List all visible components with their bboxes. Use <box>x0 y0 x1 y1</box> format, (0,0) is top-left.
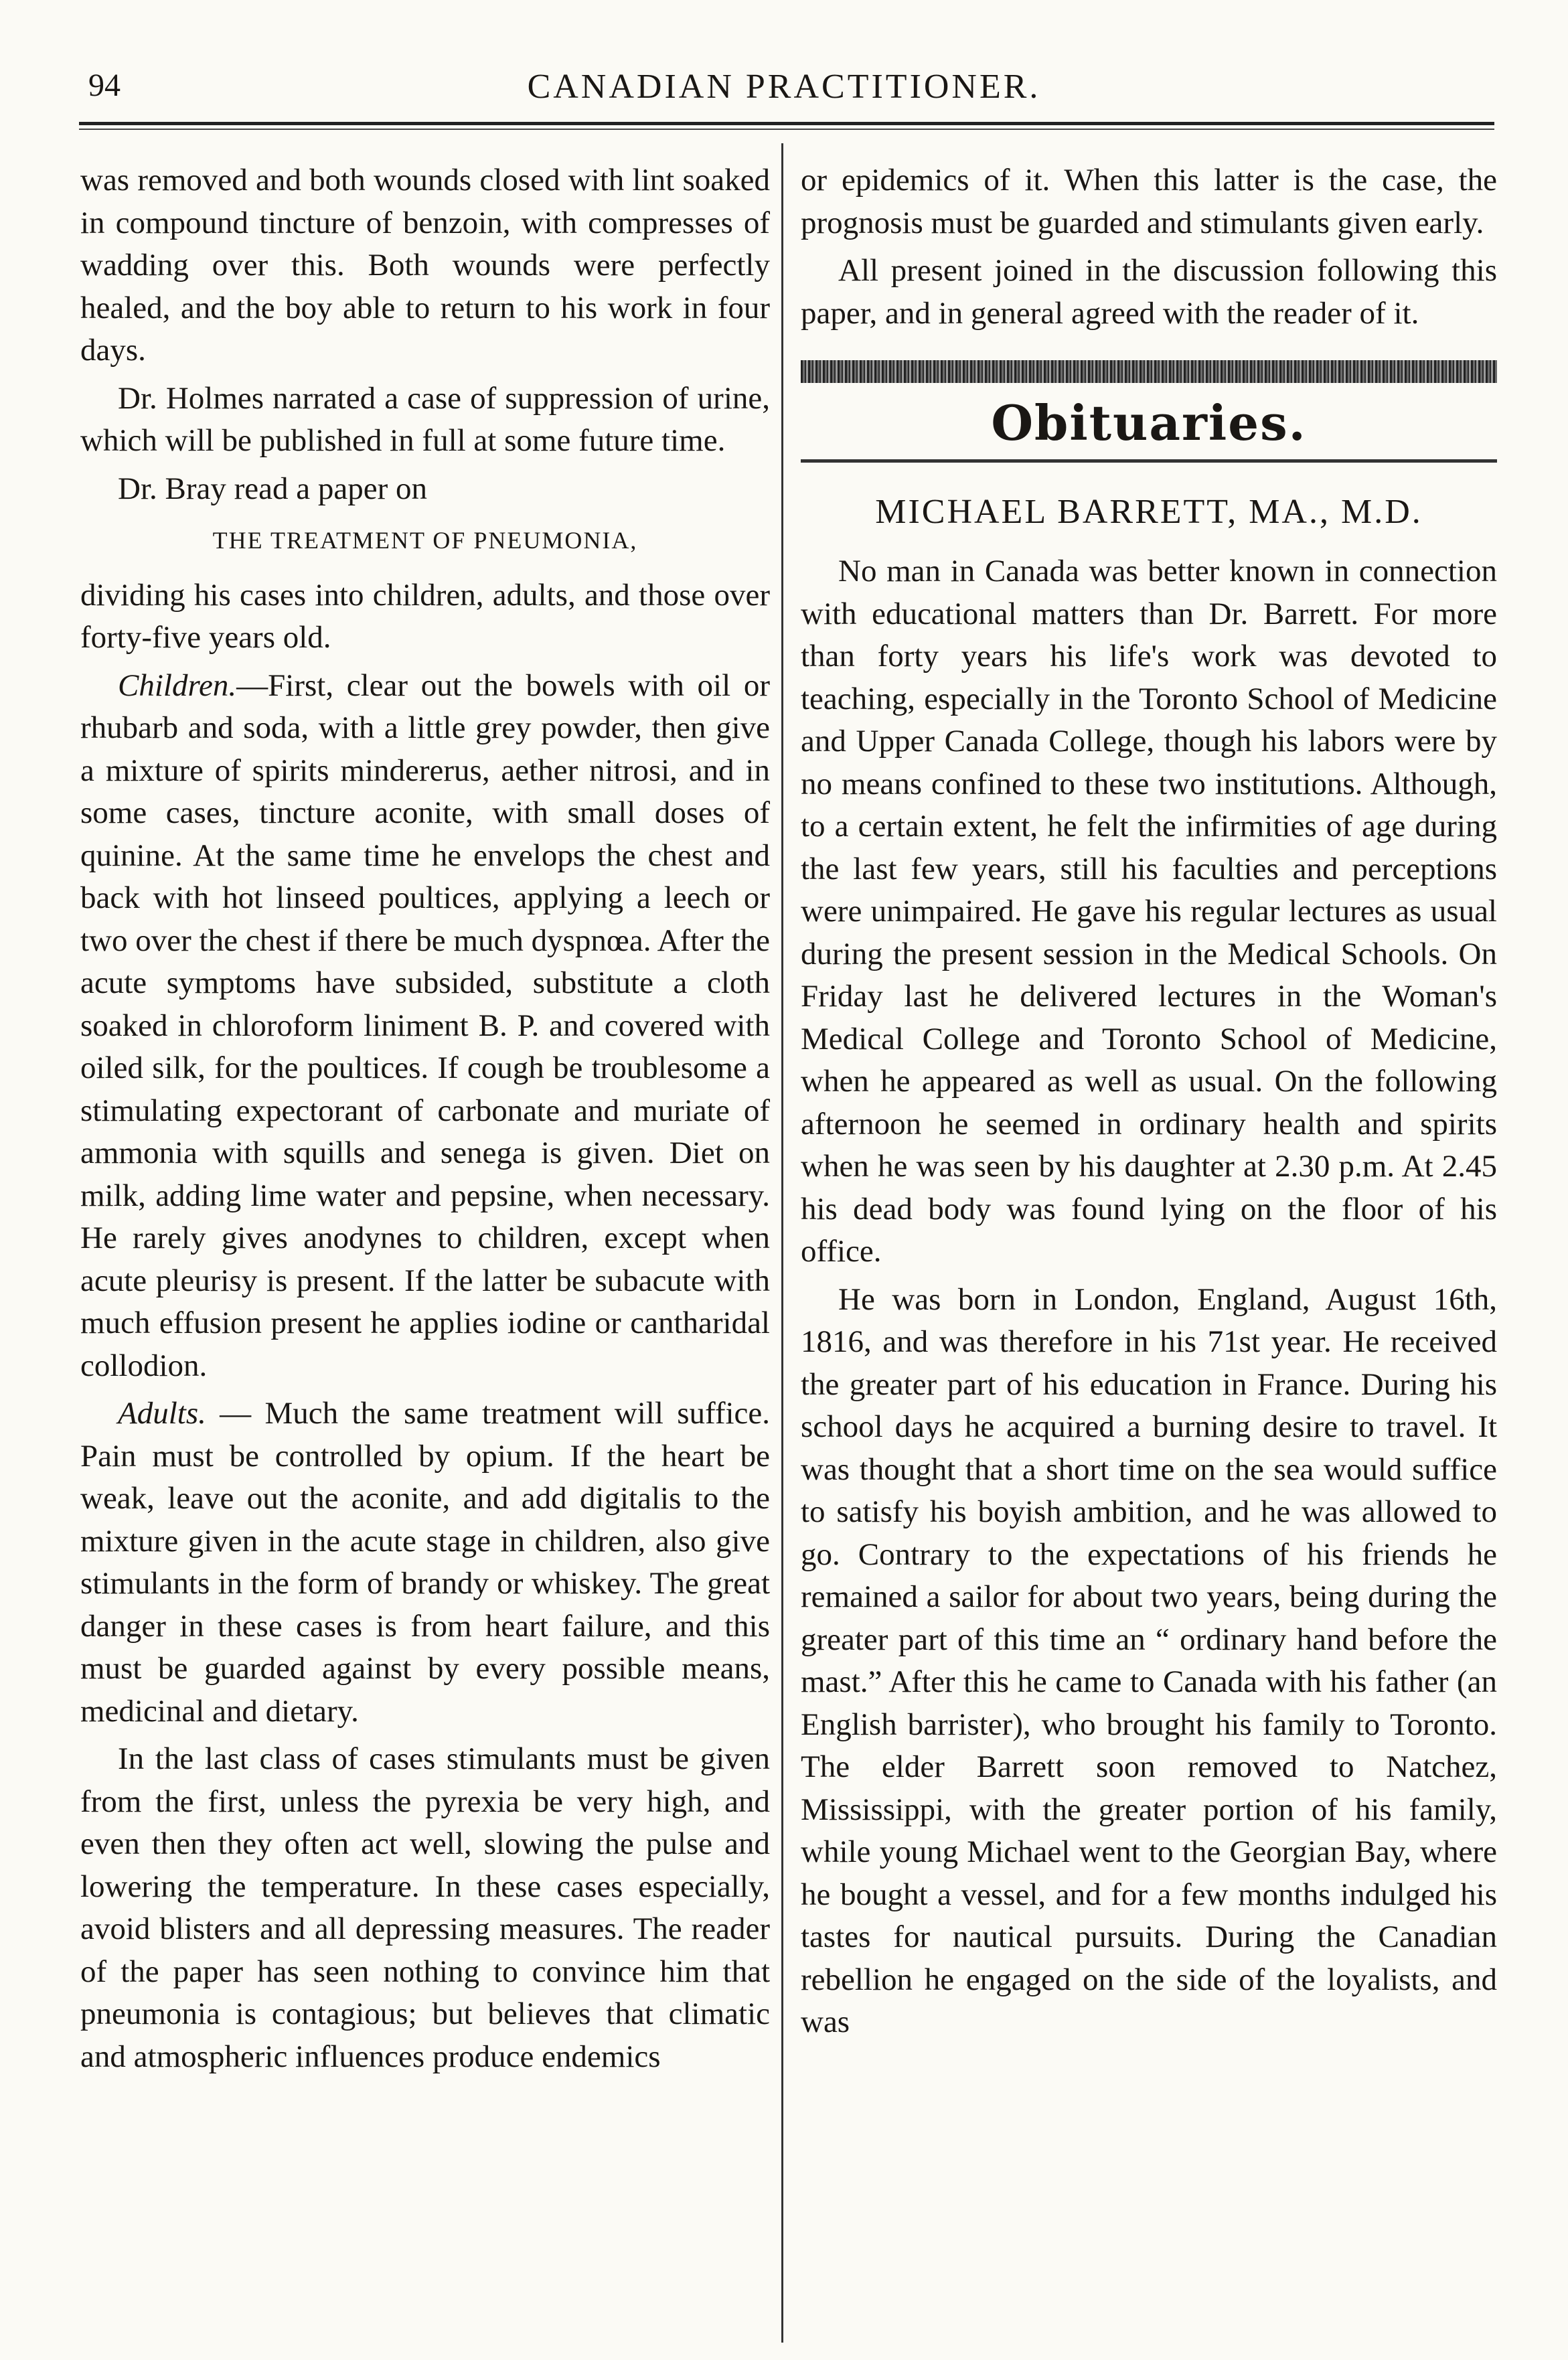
paragraph: In the last class of cases stimulants must be given from the first, unless the pyrexia be very high, and even then they often act well, slowing the pulse and lowering the temperature. In these cases especially, avoid blisters and all depressing measures. The reader of the paper has seen nothing to convince him that pneumonia is contagious; but believes that climatic and atmospheric influences produce endemics <box>80 1741 770 2074</box>
running-title: CANADIAN PRACTITIONER. <box>527 68 1041 106</box>
adults-text: — Much the same treatment will suffice. Pain must be controlled by opium. If the heart be weak, leave out the aconite, and add digitalis to the mixture given in the acute stage in children, also give stimulants in the form of brandy or whiskey. The great danger in these cases is from heart failure, and this must be guarded against by every possible means, medicinal and dietary. <box>80 1396 770 1729</box>
paragraph: He was born in London, England, August 16th, 1816, and was therefore in his 71st year. He received the greater part of his education in France. During his school days he acquired a burning desire to travel. It was thought that a short time on the sea would suffice to satisfy his boyish ambition, and he was allowed to go. Contrary to the expectations of his friends he remained a sailor for about two years, being during the greater part of this time an “ ordinary hand before the mast.” After this he came to Canada with his father (an English barrister), who brought his family to Toronto. The elder Barrett soon removed to Natchez, Mississippi, with the greater portion of his family, while young Michael went to the Georgian Bay, where he bought a vessel, and for a few months indulged his tastes for nautical pursuits. During the Canadian rebellion he engaged on the side of the loyalists, and was <box>801 1281 1497 2039</box>
header-rule <box>79 122 1494 125</box>
children-label: Children. <box>118 667 237 703</box>
paragraph: was removed and both wounds closed with lint soaked in compound tincture of benzoin, with compresses of wadding over this. Both wounds were perfectly healed, and the boy able to return to his work in four days. <box>80 163 770 368</box>
paragraph: No man in Canada was better known in connection with educational matters than Dr. Barrett. For more than forty years his life's work was devoted to teaching, especially in the Toronto School of Medicine and Upper Canada College, though his labors were by no means confined to these two institutions. Although, to a certain extent, he felt the infirmities of age during the last few years, still his faculties and perceptions were unimpaired. He gave his regular lectures as usual during the present session in the Medical Schools. On Friday last he delivered lectures in the Woman's Medical College and Toronto School of Medicine, when he appeared as well as usual. On the following afternoon he seemed in ordinary health and spirits when he was seen by his daughter at 2.30 p.m. At 2.45 his dead body was found lying on the floor of his office. <box>801 554 1497 1269</box>
decorative-band <box>801 360 1497 383</box>
section-rule <box>801 459 1497 463</box>
paragraph: Dr. Bray read a paper on <box>118 471 427 506</box>
paragraph: Dr. Holmes narrated a case of suppression of urine, which will be published in full at some future time. <box>80 380 770 458</box>
adults-label: Adults. <box>118 1396 206 1431</box>
section-title: Obituaries. <box>991 394 1307 451</box>
page-number: 94 <box>88 68 121 103</box>
left-column <box>80 159 770 2083</box>
children-text: —First, clear out the bowels with oil or rhubarb and soda, with a little grey powder, then give a mixture of spirits mindererus, aether nitrosi, and in some cases, tincture aconite, with small doses of quinine. At the same time he envelops the chest and back with hot linseed poultices, applying a leech or two over the chest if there be much dyspnœa. After the acute symptoms have subsided, substitute a cloth soaked in chloroform liniment B. P. and covered with oiled silk, for the poultices. If cough be troublesome a stimulating expectorant of carbonate and muriate of ammonia with squills and senega is given. Diet on milk, adding lime water and pepsine, when necessary. He rarely gives anodynes to children, except when acute pleurisy is present. If the latter be subacute with much effusion present he applies iodine or cantharidal collodion. <box>80 667 770 1383</box>
column-divider <box>781 143 783 2343</box>
right-column <box>801 159 1497 2049</box>
obituary-name: MICHAEL BARRETT, MA., M.D. <box>875 492 1423 531</box>
paragraph: or epidemics of it. When this latter is the case, the prognosis must be guarded and stimulants given early. <box>801 163 1497 240</box>
paragraph: All present joined in the discussion following this paper, and in general agreed with the reader of it. <box>801 253 1497 331</box>
paragraph: dividing his cases into children, adults, and those over forty-five years old. <box>80 577 770 655</box>
paragraph-adults <box>80 1393 770 1733</box>
paper-subheading: THE TREATMENT OF PNEUMONIA, <box>212 527 638 554</box>
header-rule-thin <box>79 129 1494 130</box>
paragraph-children <box>80 665 770 1388</box>
